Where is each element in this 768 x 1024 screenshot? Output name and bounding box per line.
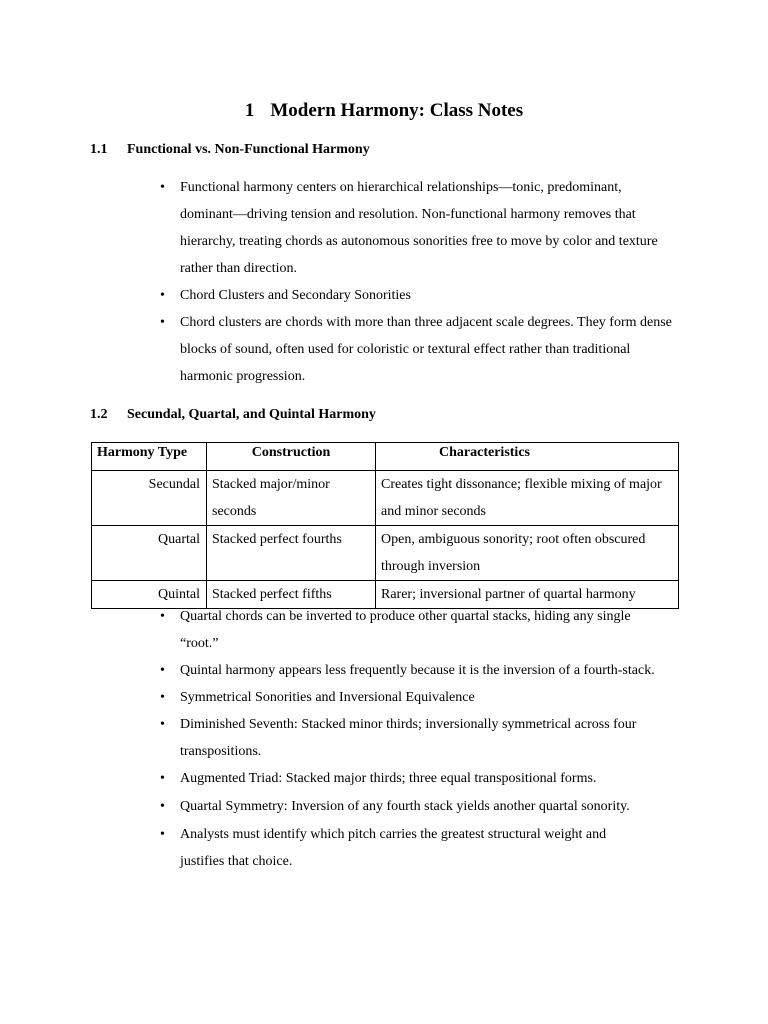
section-number: 1.1 (90, 142, 108, 157)
column-header: Characteristics (376, 443, 679, 471)
section-title: Secundal, Quartal, and Quintal Harmony (127, 407, 376, 422)
list-item: • Quintal harmony appears less frequently because it is the inversion of a fourth-stack. (180, 657, 662, 684)
table-cell-characteristics: Open, ambiguous sonority; root often obscured through inversion (376, 526, 679, 581)
harmony-types-table (91, 442, 679, 609)
list-item: • Quartal Symmetry: Inversion of any fourth stack yields another quartal sonority. (180, 793, 680, 820)
section-title: Functional vs. Non-Functional Harmony (127, 142, 370, 157)
table-row (92, 526, 679, 581)
document-title (0, 99, 768, 123)
column-header: Harmony Type (92, 443, 207, 471)
table-cell-type: Secundal (92, 471, 207, 526)
list-item: • Analysts must identify which pitch carries the greatest structural weight and justifies that choice. (180, 821, 650, 875)
table-cell-construction: Stacked perfect fifths (207, 581, 376, 609)
table-cell-type: Quintal (92, 581, 207, 609)
table-cell-characteristics: Rarer; inversional partner of quartal harmony (376, 581, 679, 609)
column-header: Construction (207, 443, 376, 471)
list-item: • Diminished Seventh: Stacked minor thirds; inversionally symmetrical across four transpositions. (180, 711, 676, 765)
section-heading-1-2 (90, 406, 376, 424)
table-cell-construction: Stacked major/minor seconds (207, 471, 376, 526)
section-number: 1.2 (90, 407, 108, 422)
list-item: • Functional harmony centers on hierarchical relationships—tonic, predominant, dominant—driving tension and resolution. Non-functional harmony removes that hierarchy, treating chords as autonomous sonorities free to move by color and texture rather than direction. (180, 174, 672, 282)
table-cell-characteristics: Creates tight dissonance; flexible mixing of major and minor seconds (376, 471, 679, 526)
section-1-2-bullet-list (180, 603, 680, 875)
list-item: • Quartal chords can be inverted to produce other quartal stacks, hiding any single “root.” (180, 603, 672, 657)
table-cell-construction: Stacked perfect fourths (207, 526, 376, 581)
list-item: • Chord clusters are chords with more than three adjacent scale degrees. They form dense blocks of sound, often used for coloristic or textural effect rather than traditional harmonic progression. (180, 309, 675, 390)
list-item: • Chord Clusters and Secondary Sonorities (180, 282, 680, 309)
table-cell-type: Quartal (92, 526, 207, 581)
table-row (92, 471, 679, 526)
section-1-1-bullet-list (180, 174, 680, 390)
section-heading-1-1 (90, 141, 370, 159)
list-item: • Augmented Triad: Stacked major thirds; three equal transpositional forms. (180, 765, 680, 792)
title-text: Modern Harmony: Class Notes (270, 100, 524, 121)
list-item: • Symmetrical Sonorities and Inversional Equivalence (180, 684, 680, 711)
title-number: 1 (244, 100, 255, 121)
table-header-row (92, 443, 679, 471)
